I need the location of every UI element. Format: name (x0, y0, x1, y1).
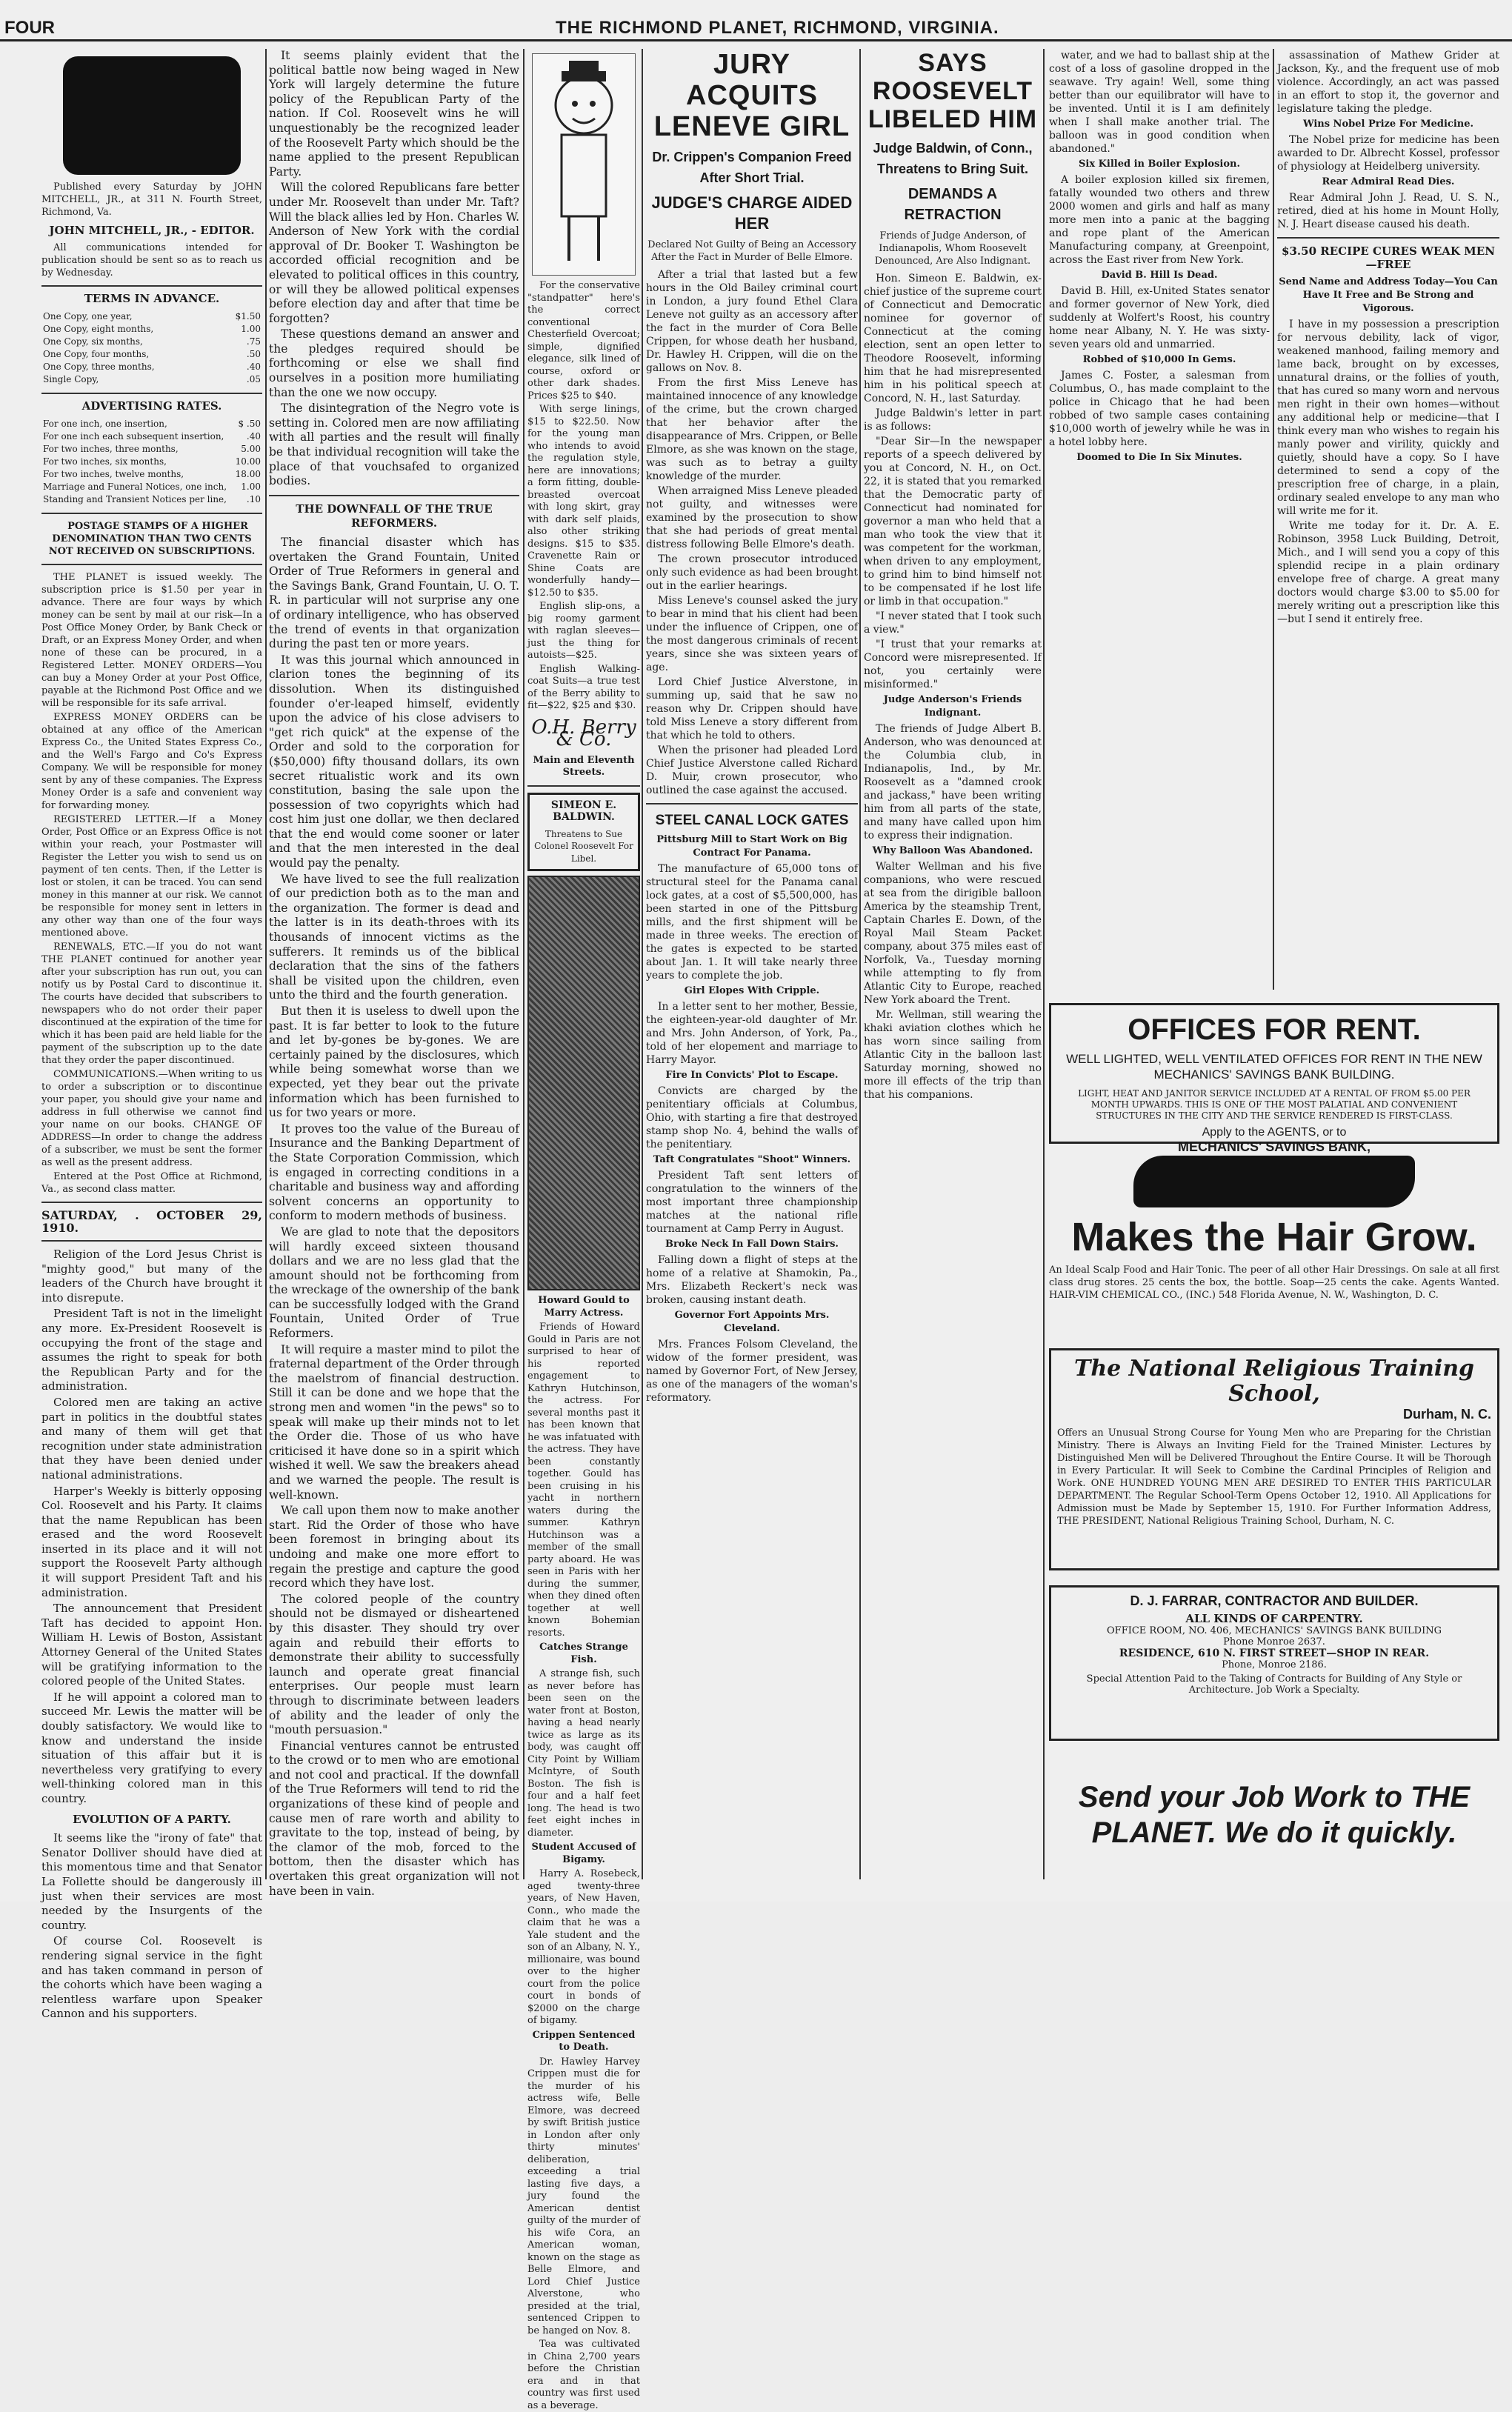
advertising-heading: ADVERTISING RATES. (81, 399, 222, 413)
brief-text: Friends of Howard Gould in Paris are not surprised to hear of his reported engagement to Kathryn Hutchinson, the actress. For several months past it has been known that he was infatuated with the actress. They have been constantly together. Gould has been cruising in his yacht in northern waters during the summer. Kathryn Hutchinson was a member of the small party aboard. He was seen in Paris with her during the summer, when they dined often together at well known Bohemian resorts. (527, 1322, 640, 1639)
editorial-paragraph: Colored men are taking an active part in politics in the doubtful states and many of them will get that recognition under state administration that they have been denied under national administrations. (41, 1395, 262, 1482)
editorial-paragraph: Harper's Weekly is bitterly opposing Col. Roosevelt and his Party. It claims that the name Republican has been erased and the word Roosevelt inserted in its place and it will not support the Roosevelt Party although it will support President Taft and his administration. (41, 1484, 262, 1599)
brief-text: David B. Hill, ex-United States senator and former governor of New York, died suddenly at Wolfert's Roost, his country home near Albany, N. Y. He was sixty-seven years old and unmarried. (1049, 285, 1270, 350)
hair-grow-ad (1049, 1156, 1499, 1319)
communications-note: All communications intended for publication should be sent so as to reach us by Wednesday. (41, 242, 262, 279)
article-paragraph: These questions demand an answer and the pledges required should be forthcoming or else we shall find ourselves in a position more humiliating than the one we now occupy. (269, 327, 519, 399)
recipe-deck: Send Name and Address Today—You Can Have It Free and Be Strong and Vigorous. (1279, 276, 1498, 314)
advertising-table: For one inch, one insertion, $ .50 For one inch each subsequent insertion, .40 For two inches, three months, 5.00 For two inches, six months, 10.00 For two inches, twelve months, 18.00 Marriage and Funeral Notices, one inch, 1.00 Standing and Transient Notices per line, .10 (43, 419, 261, 504)
evolution-heading: EVOLUTION OF A PARTY. (73, 1812, 231, 1826)
brief-text: Convicts are charged by the penitentiary officials at Columbus, Ohio, with starting a fire that destroyed stamp shop No. 4, behind the walls of the penitentiary. (646, 1085, 858, 1150)
column-6a (1049, 49, 1270, 997)
article-paragraph: "I trust that your remarks at Concord were misrepresented. If not, you certainly were misinformed." (864, 639, 1042, 690)
article-paragraph: The disintegration of the Negro vote is setting in. Colored men are now affiliating with all parties and the result will finally be that individual recognition will take the place of that vouchsafed to organized bodies. (269, 402, 519, 488)
convicts-heading: Fire In Convicts' Plot to Escape. (665, 1070, 839, 1081)
brief-text: President Taft sent letters of congratulation to the winners of the most important three championship matches at the national rifle tournament at Camp Perry in August. (646, 1170, 858, 1235)
doomed-heading: Doomed to Die In Six Minutes. (1076, 452, 1242, 463)
article-paragraph: The colored people of the country should not be dismayed or disheartened by this disaster. They should try over again and rebuild their efforts to demonstrate their ability to successfully launch and operate great financial enterprises. Our people must learn through to discriminate between leaders of ability and the leader of only the "mouth persuasion." (269, 1592, 519, 1737)
article-paragraph: When the prisoner had pleaded Lord Chief Justice Alverstone called Richard D. Muir, crown prosecutor, who outlined the case against the accused. (646, 744, 858, 796)
article-paragraph: When arraigned Miss Leneve pleaded not guilty, and witnesses were examined by the prosecution to show that she had periods of great mental distress following Belle Elmore's death. (646, 485, 858, 550)
portrait-name: SIMEON E. BALDWIN. (550, 799, 617, 823)
article-paragraph: Financial ventures cannot be entrusted to the crowd or to men who are emotional and not cool and practical. If the downfall of the True Reformers will tend to rid the organizations of these kind of people and cause men of rare worth and ability to gravitate to the top, instead of being, by the clamor of the mob, forced to the bottom, then the disaster which has overtaken this great organization will not have been in vain. (269, 1739, 519, 1898)
balloon-heading: Why Balloon Was Abandoned. (872, 845, 1033, 856)
article-paragraph: water, and we had to ballast ship at the cost of a loss of gasoline dropped in the seawave. Try again! Well, some thing better than our equilibrator will have to be invented. Until it is I am definitely when I shall make another trial. The balloon was in good condition when abandoned." (1049, 50, 1270, 155)
portrait-box (527, 793, 640, 872)
hill-heading: David B. Hill Is Dead. (1101, 270, 1218, 281)
column-6b (1277, 49, 1499, 997)
steel-deck: Pittsburg Mill to Start Work on Big Contract For Panama. (656, 834, 847, 859)
elope-heading: Girl Elopes With Cripple. (684, 985, 820, 996)
masthead (0, 15, 1512, 41)
job-work-banner (1049, 1756, 1499, 1874)
berry-address: Main and Eleventh Streets. (533, 754, 635, 778)
page-label: FOUR (4, 18, 55, 38)
recipe-text: I have in my possession a prescription for nervous debility, lack of vigor, weakened manhood, failing memory and lame back, brought on by excesses, unnatural drains, or the follies of youth, that has cured so many worn and nervous men right in their own homes—without any additional help or medicine—that I think every man who wishes to regain his manly power and virility, quickly and quietly, should have a copy. So I have determined to send a copy of the prescription free of charge, in a plain, ordinary sealed envelope to any man who will write me for it. (1277, 319, 1499, 517)
roosevelt-deck2: Friends of Judge Anderson, of Indianapolis, Whom Roosevelt Denounced, Are Also Indignant. (874, 230, 1031, 267)
subscribe-text: THE PLANET is issued weekly. The subscription price is $1.50 per year in advance. There are four ways by which money can be sent by mail at our risk—In a Post Office Money Order, by Bank Check or Draft, or an Express Money Order, and when none of these can be procured, in a Registered Letter. MONEY ORDERS—You can buy a Money Order at your Post Office, payable at the Richmond Post Office and we will be responsible for its safe arrival. (41, 572, 262, 709)
publisher-line: Published every Saturday by JOHN MITCHELL, JR., at 311 N. Fourth Street, Richmond, Va. (41, 181, 262, 218)
berry-ad-text: For the conservative "standpatter" here's the correct conventional Chesterfield Overcoat; simple, dignified elegance, silk lined of course, oxford or other dark shades. Prices $25 to $40. (527, 280, 640, 402)
job-work-text: Send your Job Work to THE PLANET. We do it quickly. (1078, 1781, 1471, 1849)
farrar-line: Phone, Monroe 2186. (1222, 1659, 1327, 1670)
berry-signature: O.H. Berry & Co. (531, 716, 636, 750)
editor-line: JOHN MITCHELL, JR., - EDITOR. (49, 224, 255, 237)
fish-heading: Catches Strange Fish. (539, 1642, 628, 1665)
farrar-line: ALL KINDS OF CARPENTRY. (1185, 1612, 1363, 1625)
article-paragraph: "I never stated that I took such a view." (864, 610, 1042, 636)
bigamy-heading: Student Accused of Bigamy. (531, 1842, 636, 1865)
school-ad (1049, 1348, 1499, 1570)
article-paragraph: Judge Baldwin's letter in part is as follows: (864, 407, 1042, 433)
brief-text: In a letter sent to her mother, Bessie, the eighteen-year-old daughter of Mr. and Mrs. John Anderson, of York, Pa., told of her elopement and marriage to Harry Mayor. (646, 1001, 858, 1066)
gould-heading: Howard Gould to Marry Actress. (538, 1295, 630, 1319)
offices-apply: Apply to the AGENTS, or to (1202, 1126, 1347, 1139)
article-paragraph: The friends of Judge Albert B. Anderson, who was denounced at the Columbia club, in Indianapolis, Ind., by Mr. Roosevelt as a "damned crook and jackass," have been writing him from all parts of the state, and many have called upon him to express their indignation. (864, 723, 1042, 842)
brief-text: A strange fish, such as never before has been seen on the water front at Boston, having a head nearly twice as large as its body, was caught off City Point by William McIntyre, of South Boston. The fish is four and a half feet long. The head is two feet eight inches in diameter. (527, 1668, 640, 1839)
taft-heading: Taft Congratulates "Shoot" Winners. (653, 1154, 851, 1165)
article-paragraph: The crown prosecutor introduced only such evidence as had been brought out in the earlier hearings. (646, 553, 858, 592)
farrar-line: RESIDENCE, 610 N. FIRST STREET—SHOP IN REAR. (1119, 1648, 1430, 1659)
farrar-ad (1049, 1585, 1499, 1741)
article-paragraph: Lord Chief Justice Alverstone, in summing up, said that he saw no reason why Dr. Crippen should have told Miss Leneve a story different from that which he told to others. (646, 676, 858, 742)
dateline: SATURDAY, . OCTOBER 29, 1910. (41, 1208, 262, 1235)
berry-ad-text: With serge linings, $15 to $22.50. Now for the young man who intends to avoid the regulation style, here are innovations; a form fitting, double-breasted overcoat with long skirt, gray with dark self plaids, also other striking designs. $15 to $35. Cravenette Rain or Shine Coats are wonderfully handy—$12.50 to $35. (527, 404, 640, 599)
roosevelt-headline: SAYS ROOSEVELT LIBELED HIM (867, 49, 1038, 133)
offices-title: OFFICES FOR RENT. (1128, 1013, 1421, 1046)
article-paragraph: We have lived to see the full realization of our prediction both as to the man and the organization. The former is dead and the latter is in its death-throes with its thousands of innocent victims as the sufferers. It reminds us of the biblical declaration that the sins of the fathers shall be visited upon the children, even unto the third and the fourth generation. (269, 872, 519, 1002)
article-paragraph: Hon. Simeon E. Baldwin, ex-chief justice of the supreme court of Connecticut and Democratic nominee for governor of Connecticut at the coming election, sent an open letter to Theodore Roosevelt, informing him that he had misrepresented him in his political speech at Concord, N. H., last Saturday. (864, 273, 1042, 404)
leneve-subhead: JUDGE'S CHARGE AIDED HER (651, 193, 853, 233)
admiral-heading: Rear Admiral Read Dies. (1322, 176, 1455, 187)
editorial-paragraph: Of course Col. Roosevelt is rendering signal service in the fight and has taken command in person of the cohorts which have been waging a relentless warfare upon Speaker Cannon and his supporters. (41, 1934, 262, 2021)
article-paragraph: The manufacture of 65,000 tons of structural steel for the Panama canal lock gates, at a cost of $5,500,000, has been started in one of the Pittsburg mills, and the first shipment will be made in three weeks. The erection of the gates is expected to be started about Jan. 1. It will take nearly three years to complete the job. (646, 863, 858, 982)
downfall-heading: THE DOWNFALL OF THE TRUE REFORMERS. (296, 502, 493, 530)
editorial-paragraph: It seems like the "irony of fate" that Senator Dolliver should have died at this momentous time and that Senator La Follette should be dangerously ill just when their services are most needed by the Insurgents of the country. (41, 1831, 262, 1932)
leneve-headline: JURY ACQUITS LENEVE GIRL (653, 49, 850, 142)
brief-text: A boiler explosion killed six firemen, fatally wounded two others and threw 2000 women and girls and half as many more men into a panic at the bagging and rope plant of the American Manufacturing company, at Greenpoint, across the East river from New York. (1049, 174, 1270, 266)
terms-table: One Copy, one year, $1.50 One Copy, eight months, 1.00 One Copy, six months, .75 One Copy, four months, .50 One Copy, three months, .40 Single Copy, .05 (43, 311, 261, 384)
article-paragraph: "Dear Sir—In the newspaper reports of a speech delivered by you at Concord, N. H., on Oct. 22, it is stated that you remarked that the Democratic party of Connecticut had nominated for governor a man who held that a man who took the view that it was competent for the workman, when driven to any employment, to grind him to bind himself not to be compensated if he lost life or limb in that occupation." (864, 436, 1042, 607)
article-paragraph: The financial disaster which has overtaken the Grand Fountain, United Order of True Reformers in general and the Savings Bank, Grand Fountain, U. O. T. R. in particular will not surprise any one of ordinary intelligence, who has observed the trend of events in that organization during the past ten or more years. (269, 536, 519, 651)
farrar-title: D. J. FARRAR, CONTRACTOR AND BUILDER. (1130, 1593, 1419, 1608)
communications-text: COMMUNICATIONS.—When writing to us to order a subscription or to discontinue your paper, you should give your name and address in full otherwise we cannot find your name on our books. CHANGE OF ADDRESS—In order to change the address of a subscriber, we must be sent the former as well as the present address. (41, 1069, 262, 1168)
editorial-paragraph: If he will appoint a colored man to succeed Mr. Lewis the matter will be doubly satisfactory. We would like to know and understand the inside situation of this affair but it is nevertheless very gratifying to every well-thinking colored man in this country. (41, 1690, 262, 1805)
postage-notice: POSTAGE STAMPS OF A HIGHER DENOMINATION THAN TWO CENTS NOT RECEIVED ON SUBSCRIPTIONS. (48, 521, 256, 557)
neck-heading: Broke Neck In Fall Down Stairs. (665, 1239, 839, 1250)
crippen-heading: Crippen Sentenced to Death. (532, 2029, 636, 2053)
berry-ad-text: English Walking-coat Suits—a true test of the Berry ability to fit—$22, $25 and $30. (527, 663, 640, 711)
article-paragraph: It will require a master mind to pilot the fraternal department of the Order through the maelstrom of financial destruction. Still it can be done and we hope that the strong men and women "in the pews" so to speak will make up their minds not to let the Order die. Those of us who have criticised it have done so in a spirit which wished it well. We saw the breakers ahead and we warned the people. The result is well-known. (269, 1342, 519, 1502)
roosevelt-deck: Judge Baldwin, of Conn., Threatens to Bring Suit. (873, 141, 1033, 176)
article-paragraph: But then it is useless to dwell upon the past. It is far better to look to the future and let by-gones be by-gones. We are certainly pained by the disclosures, which while being somewhat worse than we expected, yet they bear out the private information which has been furnished to us for two years or more. (269, 1005, 519, 1120)
article-paragraph: It seems plainly evident that the political battle now being waged in New York will largely determine the future policy of the Republican Party of the nation. If Col. Roosevelt wins he will unquestionably be the recognized leader of the Roosevelt Party which should be the name applied to the present Republican Party. (269, 49, 519, 179)
berry-ad-illustration (532, 53, 636, 276)
express-text: EXPRESS MONEY ORDERS can be obtained at any office of the American Express Co., the United States Express Co., and the Well's Fargo and Co's Express Company. We will be responsible for money sent by any of these companies. The Express Money Order is a safe and convenient way for forwarding money. (41, 712, 262, 811)
school-place: Durham, N. C. (1402, 1407, 1491, 1422)
portrait-caption: Threatens to Sue Colonel Roosevelt For Libel. (534, 828, 633, 864)
column-4 (646, 49, 858, 1879)
farrar-line: OFFICE ROOM, NO. 406, MECHANICS' SAVINGS BANK BUILDING (1107, 1625, 1442, 1636)
article-paragraph: After a trial that lasted but a few hours in the Old Bailey criminal court in London, a jury found Ethel Clara Leneve not guilty as an accessory after the fact in the murder of Cora Belle Crippen, for whose death her husband, Dr. Hawley H. Crippen, will die on the gallows on Nov. 8. (646, 269, 858, 374)
editorial-paragraph: Religion of the Lord Jesus Christ is "mighty good," but many of the leaders of the Church have brought it into disrepute. (41, 1247, 262, 1305)
berry-ad-text: English slip-ons, a big roomy garment with raglan sleeves—just the thing for autoists—$25. (527, 601, 640, 661)
farrar-line: Phone Monroe 2637. (1223, 1636, 1325, 1648)
recipe-heading: $3.50 RECIPE CURES WEAK MEN—FREE (1282, 244, 1495, 271)
recipe-text: Write me today for it. Dr. A. E. Robinson, 3958 Luck Building, Detroit, Mich., and I will send you a copy of this splendid recipe in a plain ordinary envelope free of charge. A great many doctors would charge $3.00 to $5.00 for merely writing out a prescription like this—but I send it entirely free. (1277, 520, 1499, 625)
offices-line1: WELL LIGHTED, WELL VENTILATED OFFICES FOR RENT IN THE NEW MECHANICS' SAVINGS BANK BUILDING. (1066, 1052, 1482, 1082)
brief-text: James C. Foster, a salesman from Columbus, O., has made complaint to the police in Chicago that he had been robbed of two sample cases containing $10,000 worth of jewelry while he was in a hotel lobby here. (1049, 370, 1270, 448)
school-text: Offers an Unusual Strong Course for Young Men who are Preparing for the Christian Ministry. There is Always an Inviting Field for the Trained Minister. Lectures by Distinguished Men will be Delivered Throughout the Entire Course. It will be Thorough in Every Particular. It will Seek to Combine the Cardinal Principles of Religion and Work. ONE HUNDRED YOUNG MEN ARE DESIRED TO ENTER THIS PARTICULAR DEPARTMENT. The Regular School-Term Opens October 12, 1910. All Applications for Admission must be Made by September 15, 1910. For Further Information Address, THE PRESIDENT, National Religious Training School, Durham, N. C. (1057, 1427, 1491, 1527)
anderson-heading: Judge Anderson's Friends Indignant. (883, 694, 1022, 719)
editorial-paragraph: President Taft is not in the limelight any more. Ex-President Roosevelt is occupying the front of the stage and assumes the right to speak for both the Republican Party and for the administration. (41, 1307, 262, 1393)
leneve-deck2: Declared Not Guilty of Being an Accessory After the Fact in Murder of Belle Elmore. (647, 239, 856, 263)
robbed-heading: Robbed of $10,000 In Gems. (1082, 354, 1236, 365)
hair-title: Makes the Hair Grow. (1071, 1215, 1477, 1259)
column-3-content (527, 49, 640, 2411)
offices-bank: MECHANICS' SAVINGS BANK, (1178, 1139, 1371, 1154)
offices-ad (1049, 1003, 1499, 1154)
column-2 (269, 49, 519, 1898)
article-paragraph: Walter Wellman and his five companions, who were rescued at sea from the dirigible balloon America by the steamship Trent, Captain Charles E. Down, of the Royal Mail Steam Packet company, about 375 miles east of Norfolk, Va., Tuesday morning while attempting to fly from Atlantic City to Europe, reached New York aboard the Trent. (864, 861, 1042, 1006)
article-paragraph: Will the colored Republicans fare better under Mr. Roosevelt than under Mr. Taft? Will the black allies led by Hon. Charles W. Anderson of New York with the cordial approval of Dr. Booker T. Washington be accorded official recognition and be elevated to political offices in this country, or will they be allowed political expenses before election day and after that time be forgotten? (269, 181, 519, 325)
roosevelt-subhead: DEMANDS A RETRACTION (904, 186, 1002, 223)
hair-text: An Ideal Scalp Food and Hair Tonic. The peer of all other Hair Dressings. On sale at all first class drug stores. 25 cents the box, the bottle. Soap—25 cents the cake. Agents Wanted. HAIR-VIM CHEMICAL CO., (INC.) 548 Florida Avenue, N. W., Washington, D. C. (1049, 1265, 1499, 1301)
brief-text: Falling down a flight of steps at the home of a relative at Shamokin, Pa., Mrs. Elizabeth Reckert's neck was broken, causing instant death. (646, 1254, 858, 1306)
hair-illustration (1133, 1156, 1415, 1207)
brief-text: The Nobel prize for medicine has been awarded to Dr. Albrecht Kossel, professor of physiology at Heidelberg university. (1277, 134, 1499, 173)
article-paragraph: We are glad to note that the depositors will hardly exceed sixteen thousand dollars and we are no less glad that the amount should not be forthcoming from the wreckage of the ownership of the bank can be successfully lodged with the Grand Fountain, United Order of True Reformers. (269, 1225, 519, 1341)
farrar-line: Special Attention Paid to the Taking of Contracts for Building of Any Style or Architecture. Job Work a Specialty. (1086, 1673, 1462, 1696)
renewals-text: RENEWALS, ETC.—If you do not want THE PLANET continued for another year after your subscription has run out, you can notify us by Postal Card to discontinue it. The courts have decided that subscribers to newspapers who do not order their paper discontinued at the expiration of the time for which it has been paid are held liable for the payment of the subscription up to the date that they order the paper discontinued. (41, 942, 262, 1066)
brief-text: Dr. Hawley Harvey Crippen must die for the murder of his actress wife, Belle Elmore, was decreed by swift British justice in London after only thirty minutes' deliberation, exceeding a trial lasting five days, a jury found the American dentist guilty of the murder of his wife Cora, an American woman, known on the stage as Belle Elmore, and Lord Chief Justice Alverstone, who presided at the trial, sentenced Crippen to be hanged on Nov. 8. (527, 2056, 640, 2336)
registered-text: REGISTERED LETTER.—If a Money Order, Post Office or an Express Office is not within your reach, your Postmaster will Register the Letter you wish to send us on payment of ten cents. Then, if the Letter is lost or stolen, it can be traced. You can send money in this manner at our risk. We cannot be responsible for money sent in letters in any other way than one of the four ways mentioned above. (41, 814, 262, 939)
paper-name: THE RICHMOND PLANET, RICHMOND, VIRGINIA. (556, 18, 999, 38)
steel-heading: STEEL CANAL LOCK GATES (655, 813, 849, 828)
logo-cartoon (63, 56, 241, 175)
entered-line: Entered at the Post Office at Richmond, Va., as second class matter. (41, 1171, 262, 1195)
article-paragraph: It proves too the value of the Bureau of Insurance and the Banking Department of the State Corporation Commission, which is engaged in correcting conditions in a charitable and business way and affording solvent concerns an opportunity to conform to modern methods of business. (269, 1122, 519, 1223)
terms-heading: TERMS IN ADVANCE. (84, 292, 220, 305)
school-title: The National Religious Training School, (1074, 1356, 1474, 1407)
brief-text: Rear Admiral John J. Read, U. S. N., retired, died at his home in Mount Holly, N. J. Heart disease caused his death. (1277, 192, 1499, 230)
column-5 (864, 49, 1042, 1879)
article-paragraph: Mr. Wellman, still wearing the khaki aviation clothes which he has worn since sailing from Atlantic City in the balloon last Saturday morning, showed no more ill effects of the trip than that his companions. (864, 1009, 1042, 1101)
article-paragraph: Miss Leneve's counsel asked the jury to bear in mind that his client had been under the influence of Crippen, one of the most dangerous criminals of recent years, since she was sixteen years of age. (646, 595, 858, 673)
brief-text: assassination of Mathew Grider at Jackson, Ky., and the frequent use of mob violence. Accordingly, an act was passed in an effort to stop it, the governor and legislature taking the pledge. (1277, 50, 1499, 115)
nobel-heading: Wins Nobel Prize For Medicine. (1302, 119, 1474, 130)
column-1 (41, 49, 262, 2021)
article-paragraph: From the first Miss Leneve has maintained innocence of any knowledge of the crime, but the crown charged that her behavior after the disappearance of Mrs. Crippen, or Belle Elmore, as she was known on the stage, was such as to betray a guilty knowledge of the murder. (646, 377, 858, 482)
baldwin-portrait (527, 876, 640, 1290)
governor-heading: Governor Fort Appoints Mrs. Cleveland. (674, 1310, 830, 1334)
editorial-paragraph: The announcement that President Taft has decided to appoint Hon. William H. Lewis of Boston, Assistant Attorney General of the United States will be gratifying information to the colored people of the United States. (41, 1602, 262, 1688)
article-paragraph: We call upon them now to make another start. Rid the Order of those who have been foremost in bringing about its undoing and make one more effort to regain the prestige and capture the good record which they have lost. (269, 1504, 519, 1590)
brief-text: Mrs. Frances Folsom Cleveland, the widow of the former president, was named by Governor Fort, of New Jersey, as one of the managers of the woman's reformatory. (646, 1339, 858, 1404)
brief-text: Harry A. Rosebeck, aged twenty-three years, of New Haven, Conn., who made the claim that he was a Yale student and the son of an Albany, N. Y., millionaire, was bound over to the higher court from the police court in bonds of $2000 on the charge of bigamy. (527, 1868, 640, 2026)
offices-line2: LIGHT, HEAT AND JANITOR SERVICE INCLUDED AT A RENTAL OF FROM $5.00 PER MONTH UPWARDS. THIS IS ONE OF THE MOST PALATIAL AND CONVENIENT STRUCTURES IN THE CITY AND THE SERVICE RENDERED IS FIRST-CLASS. (1078, 1088, 1471, 1121)
brief-text: Tea was cultivated in China 2,700 years before the Christian era and in that country was first used as a beverage. (527, 2339, 640, 2411)
leneve-deck: Dr. Crippen's Companion Freed After Short Trial. (652, 150, 852, 185)
boiler-heading: Six Killed in Boiler Explosion. (1079, 159, 1240, 170)
article-paragraph: It was this journal which announced in clarion tones the beginning of its dissolution. When its distinguished founder o'er-leaped himself, evidently upon the advice of his close advisers to "get rich quick" at the expense of the Order and sold to the corporation for ($50,000) fifty thousand dollars, its own secret ritualistic work and its own constitution, basing the sale upon the possession of two copyrights which had cost him just one dollar, we then declared that the end would come sooner or later and that the men interested in the deal would pay the penalty. (269, 653, 519, 870)
